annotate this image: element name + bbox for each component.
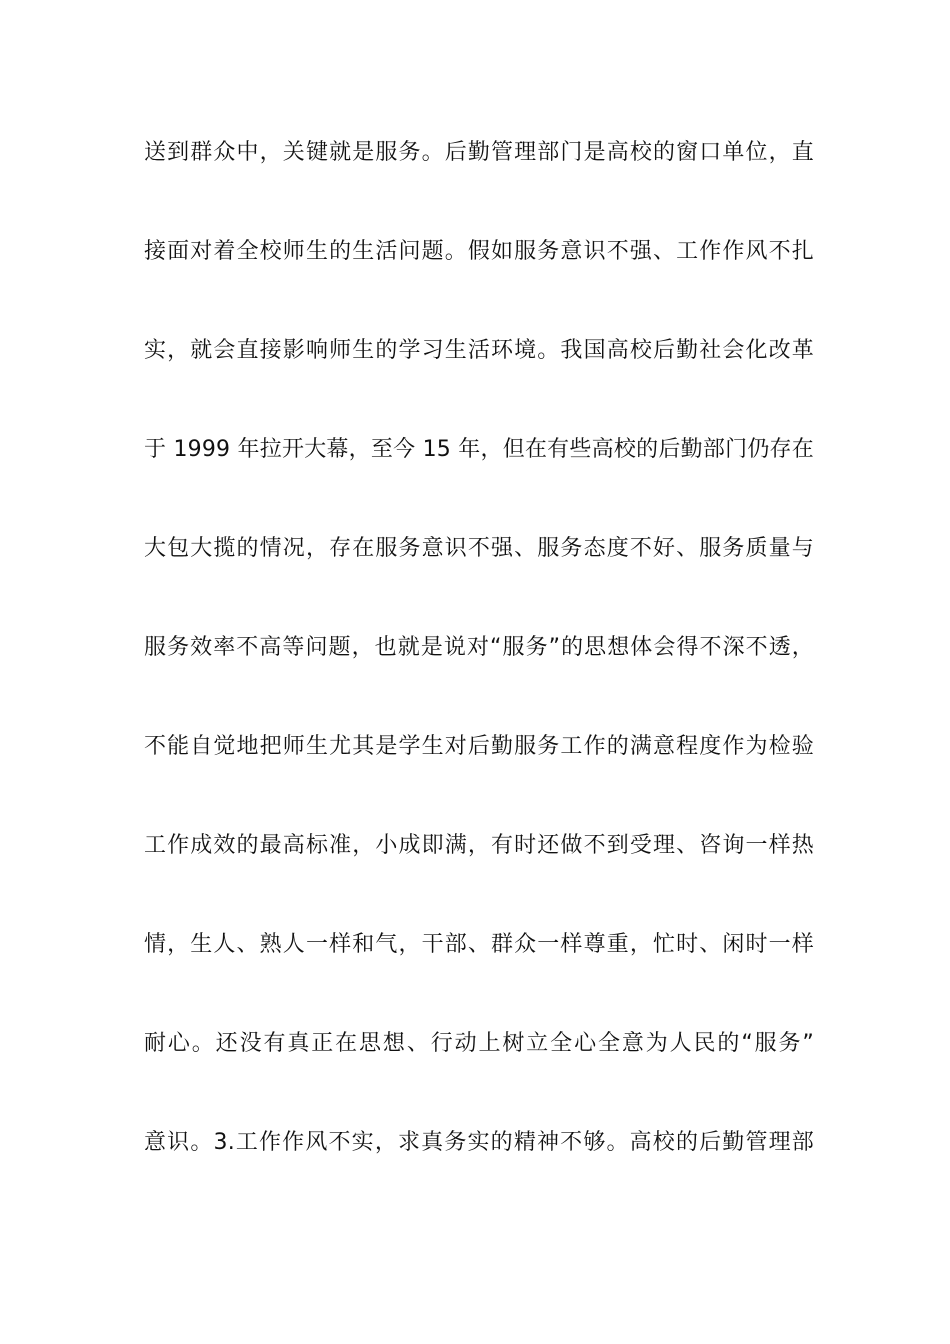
document-body-text <box>144 132 814 1221</box>
text-line: 于 1999 年拉开大幕，至今 15 年，但在有些高校的后勤部门仍存在 <box>144 437 814 462</box>
text-line: 情，生人、熟人一样和气，干部、群众一样尊重，忙时、闲时一样 <box>144 932 814 957</box>
text-line: 服务效率不高等问题，也就是说对“服务”的思想体会得不深不透， <box>144 635 814 660</box>
text-line: 意识。3.工作作风不实，求真务实的精神不够。高校的后勤管理部 <box>144 1130 814 1155</box>
text-line: 接面对着全校师生的生活问题。假如服务意识不强、工作作风不扎 <box>144 239 814 264</box>
text-line: 送到群众中，关键就是服务。后勤管理部门是高校的窗口单位，直 <box>144 140 814 165</box>
text-line: 实，就会直接影响师生的学习生活环境。我国高校后勤社会化改革 <box>144 338 814 363</box>
text-line: 工作成效的最高标准，小成即满，有时还做不到受理、咨询一样热 <box>144 833 814 858</box>
text-line: 耐心。还没有真正在思想、行动上树立全心全意为人民的“服务” <box>144 1031 814 1056</box>
text-line: 不能自觉地把师生尤其是学生对后勤服务工作的满意程度作为检验 <box>144 734 814 759</box>
text-line: 大包大揽的情况，存在服务意识不强、服务态度不好、服务质量与 <box>144 536 814 561</box>
